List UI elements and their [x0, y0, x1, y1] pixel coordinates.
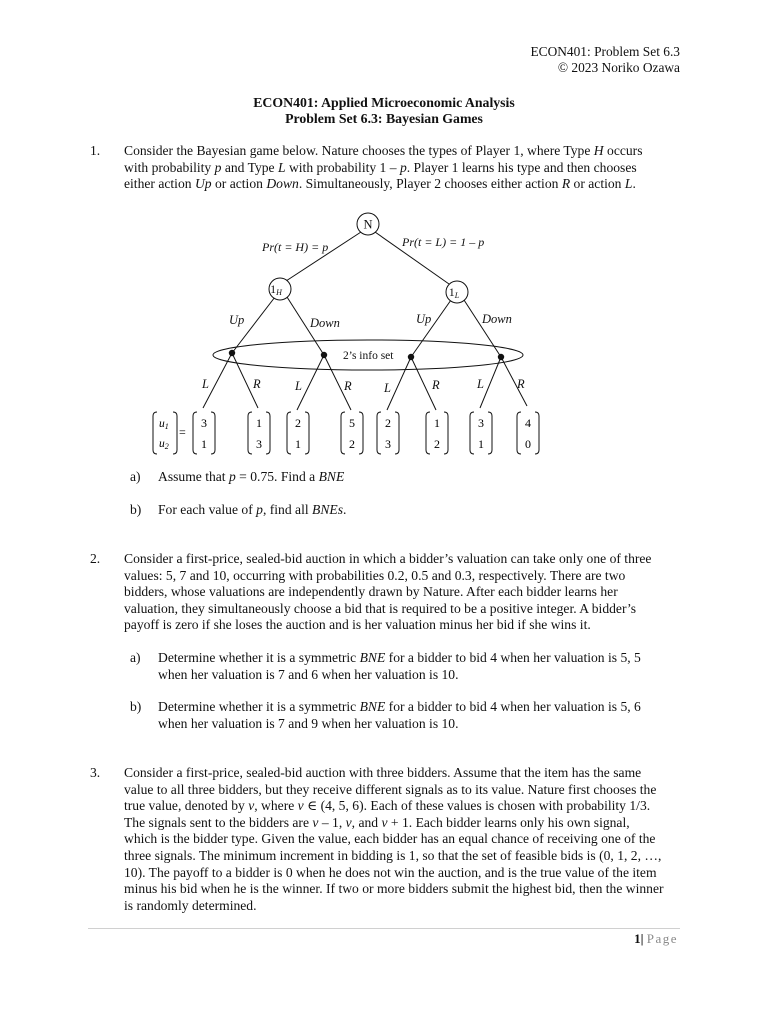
- decision-dot: [498, 354, 504, 360]
- tree-branch: [411, 300, 451, 357]
- text-line: payoff is zero if she loses the auction and is her valuation minus her bid if she wins it.: [124, 617, 591, 633]
- action-down-left: Down: [310, 316, 340, 330]
- bracket-right: [488, 412, 492, 454]
- payoff-u2: 1: [478, 437, 484, 451]
- text-line: Consider the Bayesian game below. Nature chooses the types of Player 1, where Type H occurs: [124, 143, 643, 158]
- payoff-u2: 2: [349, 437, 355, 451]
- question-text: [124, 765, 680, 914]
- payoff-u2: 3: [385, 437, 391, 451]
- text-line: 10). The payoff to a bidder is 0 when he does not win the auction, and is the true value of the item: [124, 864, 657, 880]
- decision-dot: [408, 354, 414, 360]
- text-line: with probability p and Type L with probability 1 – p. Player 1 learns his type and then chooses: [124, 159, 637, 175]
- text-line: Consider a first-price, sealed-bid auction with three bidders. Assume that the item has the same: [124, 765, 642, 780]
- payoff-vector: [470, 412, 492, 454]
- equals-sign: =: [179, 425, 186, 439]
- text-line: three signals. The minimum increment in bidding is 1, so that the set of feasible bids is (0, 1, 2, …,: [124, 847, 662, 863]
- text-line: is randomly determined.: [124, 897, 257, 913]
- payoff-u2: 1: [201, 437, 207, 451]
- bracket-right: [211, 412, 215, 454]
- bracket-right: [359, 412, 363, 454]
- text-line: Consider a first-price, sealed-bid auction in which a bidder’s valuation can take only one of three: [124, 551, 652, 566]
- payoff-u1: 3: [201, 416, 207, 430]
- payoff-u2: 3: [256, 437, 262, 451]
- bracket-left: [341, 412, 345, 454]
- text-line: value to all three bidders, but they receive different signals as to its value. Nature first chooses the: [124, 781, 657, 797]
- bracket-left: [426, 412, 430, 454]
- action-label: R: [432, 378, 440, 392]
- payoff-u1: 3: [478, 416, 484, 430]
- page-footer: [634, 931, 678, 947]
- payoff-u1: 5: [349, 416, 355, 430]
- u1-label: u1: [159, 418, 169, 431]
- payoff-vectors: [193, 412, 539, 454]
- payoff-u2: 0: [525, 437, 531, 451]
- payoff-u1: 2: [385, 416, 391, 430]
- prob-left-label: Pr(t = H) = p: [262, 240, 329, 254]
- payoff-vector: [377, 412, 399, 454]
- decision-dot: [229, 350, 235, 356]
- text-line: The signals sent to the bidders are v – 1, v, and v + 1. Each bidder learns only his own signal,: [124, 814, 630, 830]
- question-text: [124, 551, 680, 634]
- part-text: Determine whether it is a symmetric BNE for a bidder to bid 4 when her valuation is 5, 5 when her valuation is 7 and 6 when her valuation is 10.: [158, 650, 641, 682]
- text-line: either action Up or action Down. Simultaneously, Player 2 chooses either action R or action L.: [124, 176, 636, 192]
- bracket-right: [395, 412, 399, 454]
- payoff-vector: [287, 412, 309, 454]
- page-word: Page: [646, 931, 678, 946]
- payoff-vector: [248, 412, 270, 454]
- payoff-u1: 1: [256, 416, 262, 430]
- course-line: ECON401: Problem Set 6.3: [530, 44, 680, 59]
- u2-label: u2: [159, 438, 169, 451]
- copyright-line: © 2023 Noriko Ozawa: [557, 60, 680, 75]
- part-label: a): [130, 650, 141, 665]
- bracket-right: [535, 412, 539, 454]
- text-line: true value, denoted by v, where v ∈ (4, 5, 6). Each of these values is chosen with probability 1/3.: [124, 798, 651, 814]
- action-label: L: [295, 379, 302, 393]
- bracket-right: [305, 412, 309, 454]
- part-text: Determine whether it is a symmetric BNE for a bidder to bid 4 when her valuation is 5, 6 when her valuation is 7 and 9 when her valuation is 10.: [158, 699, 641, 731]
- action-up-right: Up: [416, 312, 432, 326]
- bracket-left: [517, 412, 521, 454]
- tree-branch: [464, 300, 501, 357]
- page-number: 1: [634, 931, 641, 946]
- payoff-vector: [341, 412, 363, 454]
- text-line: valuation, they simultaneously choose a bid that is required to be a positive integer. A bidder’s: [124, 600, 637, 616]
- bracket-left: [470, 412, 474, 454]
- question-number: 1.: [90, 143, 101, 158]
- payoff-u2: 2: [434, 437, 440, 451]
- nature-label: N: [363, 217, 373, 232]
- bracket-right: [266, 412, 270, 454]
- part-text: For each value of p, find all BNEs.: [158, 502, 347, 517]
- title-line-1: ECON401: Applied Microeconomic Analysis: [253, 95, 515, 110]
- question-number: 2.: [90, 551, 101, 566]
- action-up-left: Up: [229, 313, 245, 327]
- text-line: values: 5, 7 and 10, occurring with probabilities 0.2, 0.5 and 0.3, respectively. There are two: [124, 567, 626, 583]
- decision-dot: [321, 352, 327, 358]
- payoff-vector: [193, 412, 215, 454]
- payoff-vector: [426, 412, 448, 454]
- text-line: bidders, whose valuations are independently drawn by Nature. After each bidder learns her: [124, 584, 618, 600]
- part-label: b): [130, 699, 142, 714]
- payoff-u2: 1: [295, 437, 301, 451]
- bracket-right: [444, 412, 448, 454]
- bracket-left: [248, 412, 252, 454]
- payoff-u1: 2: [295, 416, 301, 430]
- footer-rule: [88, 928, 680, 929]
- part-text: Assume that p = 0.75. Find a BNE: [158, 469, 345, 484]
- prob-right-label: Pr(t = L) = 1 – p: [402, 235, 485, 249]
- payoff-vector: [517, 412, 539, 454]
- title-line-2: Problem Set 6.3: Bayesian Games: [285, 111, 483, 126]
- page-separator: |: [640, 931, 644, 946]
- info-set-label: 2’s info set: [343, 350, 394, 362]
- action-label: L: [384, 381, 391, 395]
- text-line: minus his bid when he is the winner. If two or more bidders submit the highest bid, then the winner: [124, 881, 664, 897]
- part-label: b): [130, 502, 142, 517]
- bracket-left: [377, 412, 381, 454]
- part-label: a): [130, 469, 141, 484]
- payoff-u1: 1: [434, 416, 440, 430]
- action-label: R: [344, 379, 352, 393]
- payoff-u1: 4: [525, 416, 531, 430]
- player1-h-label: 1H: [270, 282, 282, 297]
- action-label: R: [253, 377, 261, 391]
- bracket-left: [287, 412, 291, 454]
- player1-l-label: 1L: [448, 285, 460, 300]
- action-down-right: Down: [482, 312, 512, 326]
- action-label: R: [517, 377, 525, 391]
- action-label: L: [477, 377, 484, 391]
- text-line: which is the bidder type. Given the value, each bidder has an equal chance of receiving one of the: [124, 831, 656, 847]
- bracket-left: [193, 412, 197, 454]
- action-label: L: [202, 377, 209, 391]
- question-number: 3.: [90, 765, 101, 780]
